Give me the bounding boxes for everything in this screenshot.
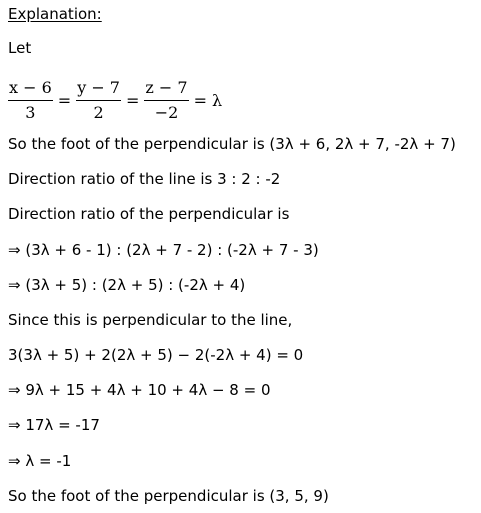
let-text: Let	[8, 39, 32, 57]
direction-ratio-step-1: ⇒ (3λ + 6 - 1) : (2λ + 7 - 2) : (-2λ + 7 - 3)	[8, 241, 319, 259]
foot-of-perpendicular-general: So the foot of the perpendicular is (3λ + 6, 2λ + 7, -2λ + 7)	[8, 135, 456, 153]
equals-sign: =	[57, 90, 72, 110]
fraction-numerator: x − 6	[9, 77, 52, 97]
lambda-solution: ⇒ λ = -1	[8, 452, 72, 470]
equals-sign: =	[193, 90, 207, 110]
fraction-numerator: y − 7	[77, 77, 120, 97]
simplified-equation: ⇒ 17λ = -17	[8, 416, 100, 434]
fraction-y	[76, 79, 121, 122]
direction-ratio-step-2: ⇒ (3λ + 5) : (2λ + 5) : (-2λ + 4)	[8, 276, 246, 294]
fraction-numerator: z − 7	[145, 77, 188, 97]
direction-ratio-perpendicular-label: Direction ratio of the perpendicular is	[8, 205, 290, 223]
fraction-denominator: 2	[93, 102, 104, 122]
dot-product-equation: 3(3λ + 5) + 2(2λ + 5) − 2(-2λ + 4) = 0	[8, 346, 304, 364]
fraction-denominator: −2	[154, 102, 179, 122]
explanation-heading: Explanation:	[8, 5, 102, 23]
fraction-z	[144, 79, 188, 122]
fraction-x	[8, 79, 53, 122]
foot-of-perpendicular-result: So the foot of the perpendicular is (3, 5, 9)	[8, 487, 329, 505]
perpendicular-condition-text: Since this is perpendicular to the line,	[8, 311, 293, 329]
equals-sign: =	[125, 90, 140, 110]
lambda-symbol: λ	[211, 90, 223, 110]
expanded-equation: ⇒ 9λ + 15 + 4λ + 10 + 4λ − 8 = 0	[8, 381, 271, 399]
line-equation	[8, 74, 222, 126]
fraction-denominator: 3	[25, 102, 36, 122]
direction-ratio-line: Direction ratio of the line is 3 : 2 : -2	[8, 170, 281, 188]
